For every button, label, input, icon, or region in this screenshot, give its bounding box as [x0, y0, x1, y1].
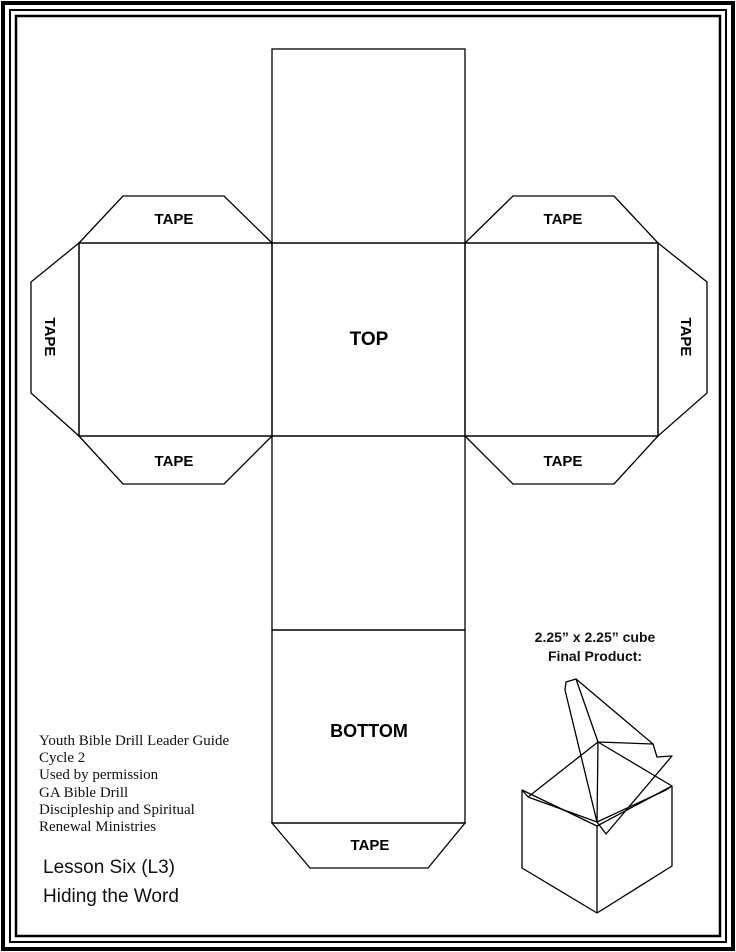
face-upper	[272, 49, 465, 243]
credit-line: Discipleship and Spiritual	[39, 801, 195, 818]
credits-block	[39, 733, 229, 836]
open-box-illustration	[522, 679, 672, 913]
tab-lower-left-label: TAPE	[154, 453, 194, 470]
final-product-label: Final Product:	[547, 648, 643, 664]
credit-line: GA Bible Drill	[39, 784, 129, 801]
face-left	[79, 243, 272, 436]
face-front	[272, 436, 465, 630]
tab-upper-left-label: TAPE	[154, 211, 194, 228]
tab-right-label: TAPE	[677, 317, 694, 357]
credit-line: Used by permission	[39, 767, 159, 784]
tab-lower-right-label: TAPE	[543, 453, 583, 470]
credit-line: Cycle 2	[39, 750, 86, 767]
lesson-block	[43, 853, 179, 911]
tab-upper-right-label: TAPE	[543, 211, 583, 228]
credit-line: Renewal Ministries	[39, 819, 157, 836]
face-top-label: TOP	[349, 329, 389, 350]
credit-line: Youth Bible Drill Leader Guide	[39, 733, 230, 749]
final-product-caption	[500, 628, 690, 666]
face-right	[465, 243, 658, 436]
face-bottom-label: BOTTOM	[330, 721, 408, 741]
cube-size-label: 2.25” x 2.25” cube	[534, 629, 656, 645]
lesson-number: Lesson Six (L3)	[43, 857, 176, 878]
tab-bottom-label: TAPE	[350, 837, 390, 854]
lesson-title: Hiding the Word	[43, 886, 179, 907]
tab-left-label: TAPE	[41, 317, 58, 357]
